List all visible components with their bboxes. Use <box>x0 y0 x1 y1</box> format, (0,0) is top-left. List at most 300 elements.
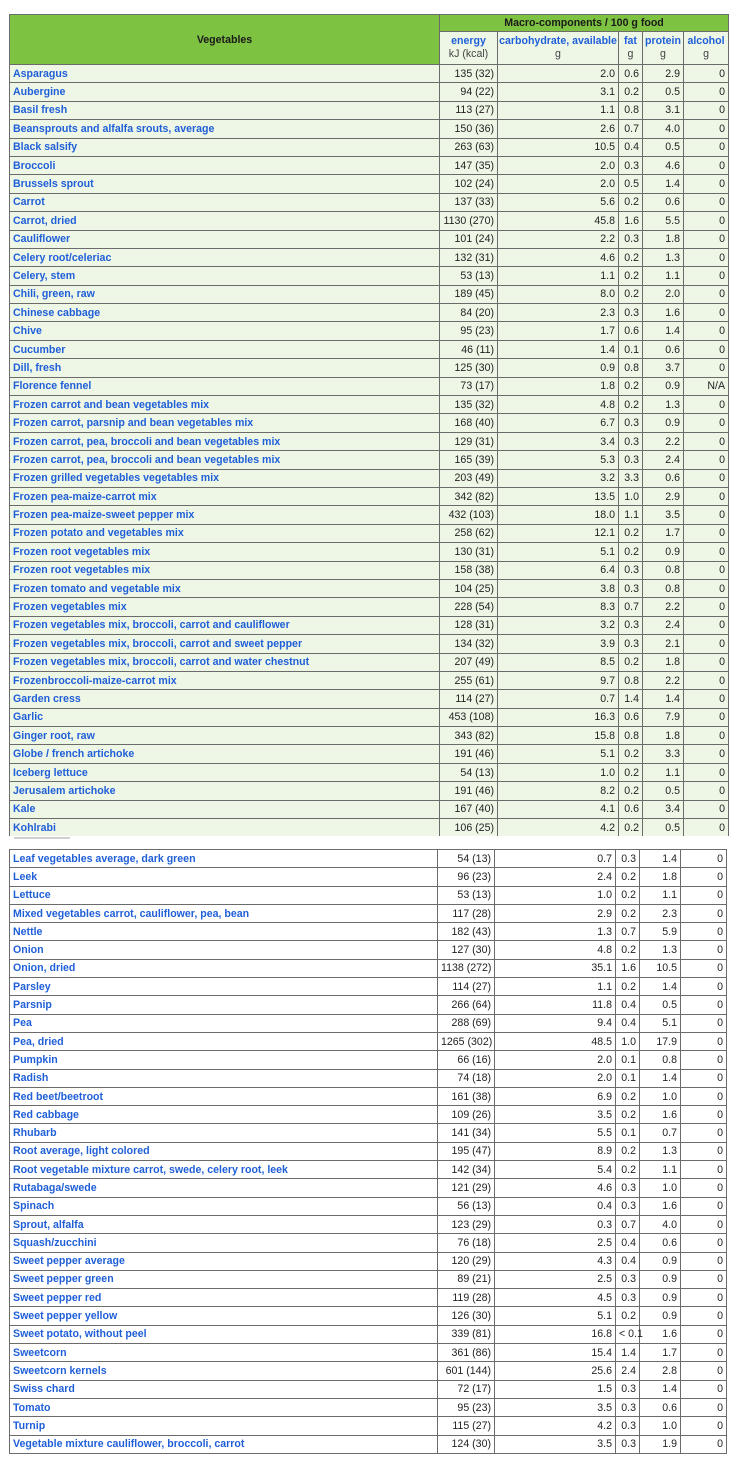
food-name-link[interactable]: Turnip <box>10 1417 438 1435</box>
fat-cell: 0.2 <box>619 763 643 781</box>
divider-mark <box>14 837 70 839</box>
food-name-link[interactable]: Frozen carrot, pea, broccoli and bean vegetables mix <box>10 432 440 450</box>
carbohydrate-cell: 1.5 <box>495 1380 616 1398</box>
food-name-link[interactable]: Sweet pepper yellow <box>10 1307 438 1325</box>
alcohol-cell: 0 <box>681 1197 727 1215</box>
protein-cell: 0.9 <box>643 414 684 432</box>
food-name-link[interactable]: Beansprouts and alfalfa srouts, average <box>10 120 440 138</box>
fat-cell: 1.4 <box>616 1344 640 1362</box>
alcohol-column-header <box>684 32 729 65</box>
alcohol-cell: 0 <box>681 904 727 922</box>
energy-cell: 601 (144) <box>438 1362 495 1380</box>
macro-components-header: Macro-components / 100 g food <box>440 15 729 32</box>
table-row <box>10 1142 727 1160</box>
table-row <box>10 978 727 996</box>
carbohydrate-cell: 2.6 <box>498 120 619 138</box>
alcohol-cell: 0 <box>684 561 729 579</box>
food-name-link[interactable]: Dill, fresh <box>10 359 440 377</box>
protein-cell: 1.1 <box>643 763 684 781</box>
protein-cell: 1.3 <box>640 941 681 959</box>
alcohol-cell: 0 <box>681 886 727 904</box>
food-name-link[interactable]: Ginger root, raw <box>10 727 440 745</box>
food-name-link[interactable]: Frozen carrot, pea, broccoli and bean vegetables mix <box>10 451 440 469</box>
carbohydrate-cell: 8.5 <box>498 653 619 671</box>
food-name-link[interactable]: Frozen vegetables mix, broccoli, carrot and sweet pepper <box>10 635 440 653</box>
energy-cell: 123 (29) <box>438 1215 495 1233</box>
food-name-link[interactable]: Frozen grilled vegetables vegetables mix <box>10 469 440 487</box>
protein-cell: 0.9 <box>643 377 684 395</box>
alcohol-cell: 0 <box>681 1142 727 1160</box>
fat-cell: 0.3 <box>619 304 643 322</box>
food-name-link[interactable]: Pea, dried <box>10 1032 438 1050</box>
protein-cell: 1.8 <box>643 727 684 745</box>
fat-cell: 1.6 <box>616 959 640 977</box>
protein-cell: 2.9 <box>643 487 684 505</box>
energy-cell: 339 (81) <box>438 1325 495 1343</box>
food-name-link[interactable]: Squash/zucchini <box>10 1234 438 1252</box>
energy-cell: 76 (18) <box>438 1234 495 1252</box>
protein-cell: 0.5 <box>643 782 684 800</box>
carbohydrate-cell: 1.1 <box>495 978 616 996</box>
table-row <box>10 959 727 977</box>
carbohydrate-cell: 35.1 <box>495 959 616 977</box>
fat-cell: 0.3 <box>619 561 643 579</box>
energy-cell: 195 (47) <box>438 1142 495 1160</box>
energy-cell: 135 (32) <box>440 396 498 414</box>
carbohydrate-cell: 4.6 <box>498 248 619 266</box>
energy-cell: 141 (34) <box>438 1124 495 1142</box>
protein-cell: 1.4 <box>640 978 681 996</box>
fat-cell: 0.1 <box>619 340 643 358</box>
alcohol-cell: 0 <box>684 524 729 542</box>
energy-cell: 150 (36) <box>440 120 498 138</box>
table-row <box>10 175 729 193</box>
energy-column-header <box>440 32 498 65</box>
food-name-link[interactable]: Swiss chard <box>10 1380 438 1398</box>
table-row <box>10 1106 727 1124</box>
fat-cell: 0.7 <box>616 1215 640 1233</box>
table-row <box>10 1325 727 1343</box>
table-row <box>10 1417 727 1435</box>
alcohol-cell: 0 <box>681 1014 727 1032</box>
carbohydrate-cell: 4.6 <box>495 1179 616 1197</box>
carbohydrate-unit: g <box>555 48 561 60</box>
protein-cell: 1.0 <box>640 1417 681 1435</box>
table-row <box>10 230 729 248</box>
protein-cell: 2.2 <box>643 671 684 689</box>
carbohydrate-cell: 11.8 <box>495 996 616 1014</box>
table-row <box>10 267 729 285</box>
protein-cell: 7.9 <box>643 708 684 726</box>
fat-cell: 0.3 <box>619 451 643 469</box>
protein-cell: 0.5 <box>643 819 684 837</box>
food-name-link[interactable]: Celery root/celeriac <box>10 248 440 266</box>
food-name-link[interactable]: Frozenbroccoli-maize-carrot mix <box>10 671 440 689</box>
protein-cell: 0.8 <box>643 579 684 597</box>
protein-cell: 1.6 <box>643 304 684 322</box>
food-name-link[interactable]: Pumpkin <box>10 1051 438 1069</box>
food-name-link[interactable]: Cauliflower <box>10 230 440 248</box>
table-row <box>10 543 729 561</box>
protein-cell: 1.4 <box>643 322 684 340</box>
food-name-link[interactable]: Red cabbage <box>10 1106 438 1124</box>
carbohydrate-column-header <box>498 32 619 65</box>
food-name-link[interactable]: Frozen vegetables mix, broccoli, carrot and cauliflower <box>10 616 440 634</box>
fat-cell: 1.6 <box>619 212 643 230</box>
food-name-link[interactable]: Spinach <box>10 1197 438 1215</box>
table-row <box>10 868 727 886</box>
protein-cell: 3.7 <box>643 359 684 377</box>
carbohydrate-cell: 5.1 <box>498 543 619 561</box>
fat-cell: 0.3 <box>619 156 643 174</box>
food-name-link[interactable]: Cucumber <box>10 340 440 358</box>
food-name-link[interactable]: Chili, green, raw <box>10 285 440 303</box>
carbohydrate-cell: 4.5 <box>495 1289 616 1307</box>
food-name-link[interactable]: Frozen tomato and vegetable mix <box>10 579 440 597</box>
food-name-link[interactable]: Iceberg lettuce <box>10 763 440 781</box>
table-row <box>10 616 729 634</box>
food-name-link[interactable]: Frozen root vegetables mix <box>10 543 440 561</box>
fat-cell: 0.6 <box>619 322 643 340</box>
alcohol-cell: 0 <box>681 868 727 886</box>
fat-cell: 0.2 <box>616 904 640 922</box>
protein-cell: 1.6 <box>640 1325 681 1343</box>
food-name-link[interactable]: Frozen vegetables mix, broccoli, carrot and water chestnut <box>10 653 440 671</box>
food-name-link[interactable]: Nettle <box>10 923 438 941</box>
fat-column-header <box>619 32 643 65</box>
alcohol-cell: 0 <box>684 469 729 487</box>
protein-cell: 1.3 <box>643 396 684 414</box>
energy-cell: 142 (34) <box>438 1161 495 1179</box>
food-name-link[interactable]: Black salsify <box>10 138 440 156</box>
food-name-link[interactable]: Carrot, dried <box>10 212 440 230</box>
alcohol-cell: 0 <box>681 1032 727 1050</box>
energy-cell: 124 (30) <box>438 1435 495 1453</box>
protein-cell: 0.8 <box>643 561 684 579</box>
energy-cell: 114 (27) <box>440 690 498 708</box>
protein-cell: 1.4 <box>643 175 684 193</box>
table-row <box>10 193 729 211</box>
food-name-link[interactable]: Pea <box>10 1014 438 1032</box>
energy-cell: 72 (17) <box>438 1380 495 1398</box>
fat-cell: 0.3 <box>619 579 643 597</box>
fat-cell: 0.2 <box>616 978 640 996</box>
energy-cell: 129 (31) <box>440 432 498 450</box>
protein-cell: 1.7 <box>640 1344 681 1362</box>
alcohol-cell: 0 <box>681 941 727 959</box>
food-name-link[interactable]: Frozen vegetables mix <box>10 598 440 616</box>
table-row <box>10 377 729 395</box>
energy-cell: 263 (63) <box>440 138 498 156</box>
fat-cell: 0.2 <box>619 653 643 671</box>
food-name-link[interactable]: Onion <box>10 941 438 959</box>
protein-cell: 1.9 <box>640 1435 681 1453</box>
protein-cell: 1.4 <box>640 1069 681 1087</box>
alcohol-cell: 0 <box>684 359 729 377</box>
table-row <box>10 1197 727 1215</box>
food-name-link[interactable]: Kohlrabi <box>10 819 440 837</box>
alcohol-column-link[interactable]: alcohol <box>687 35 725 47</box>
fat-cell: 0.8 <box>619 101 643 119</box>
energy-cell: 101 (24) <box>440 230 498 248</box>
food-name-link[interactable]: Onion, dried <box>10 959 438 977</box>
carbohydrate-cell: 3.4 <box>498 432 619 450</box>
food-name-link[interactable]: Sweet potato, without peel <box>10 1325 438 1343</box>
energy-cell: 119 (28) <box>438 1289 495 1307</box>
carbohydrate-cell: 1.0 <box>498 763 619 781</box>
carbohydrate-cell: 8.0 <box>498 285 619 303</box>
fat-cell: 0.3 <box>619 414 643 432</box>
fat-cell: 0.6 <box>619 708 643 726</box>
energy-cell: 94 (22) <box>440 83 498 101</box>
fat-cell: 0.2 <box>616 1161 640 1179</box>
energy-cell: 1130 (270) <box>440 212 498 230</box>
carbohydrate-cell: 3.5 <box>495 1106 616 1124</box>
table-row <box>10 285 729 303</box>
food-name-link[interactable]: Aubergine <box>10 83 440 101</box>
alcohol-cell: 0 <box>684 616 729 634</box>
carbohydrate-cell: 4.1 <box>498 800 619 818</box>
food-name-link[interactable]: Frozen pea-maize-sweet pepper mix <box>10 506 440 524</box>
food-name-link[interactable]: Florence fennel <box>10 377 440 395</box>
food-name-link[interactable]: Sweet pepper red <box>10 1289 438 1307</box>
table-row <box>10 886 727 904</box>
carbohydrate-cell: 5.4 <box>495 1161 616 1179</box>
food-name-link[interactable]: Tomato <box>10 1398 438 1416</box>
food-name-link[interactable]: Vegetable mixture cauliflower, broccoli, carrot <box>10 1435 438 1453</box>
food-name-link[interactable]: Leaf vegetables average, dark green <box>10 850 438 868</box>
alcohol-cell: 0 <box>681 1069 727 1087</box>
vegetables-header: Vegetables <box>10 15 440 65</box>
food-name-link[interactable]: Mixed vegetables carrot, cauliflower, pea, bean <box>10 904 438 922</box>
fat-cell: 0.2 <box>616 886 640 904</box>
fat-cell: 0.2 <box>619 285 643 303</box>
food-name-link[interactable]: Sweetcorn <box>10 1344 438 1362</box>
protein-cell: 1.1 <box>643 267 684 285</box>
table-row <box>10 506 729 524</box>
alcohol-cell: 0 <box>684 322 729 340</box>
carbohydrate-cell: 2.9 <box>495 904 616 922</box>
fat-cell: 0.8 <box>619 671 643 689</box>
food-name-link[interactable]: Jerusalem artichoke <box>10 782 440 800</box>
energy-cell: 255 (61) <box>440 671 498 689</box>
food-name-link[interactable]: Carrot <box>10 193 440 211</box>
food-name-link[interactable]: Sweet pepper green <box>10 1270 438 1288</box>
table-row <box>10 635 729 653</box>
alcohol-cell: 0 <box>684 598 729 616</box>
energy-cell: 96 (23) <box>438 868 495 886</box>
table-row <box>10 1234 727 1252</box>
table-row <box>10 1051 727 1069</box>
table-row <box>10 414 729 432</box>
protein-cell: 2.8 <box>640 1362 681 1380</box>
food-name-link[interactable]: Parsnip <box>10 996 438 1014</box>
food-name-link[interactable]: Root vegetable mixture carrot, swede, celery root, leek <box>10 1161 438 1179</box>
carbohydrate-cell: 8.3 <box>498 598 619 616</box>
vegetables-table-top <box>9 14 729 837</box>
cut-off-row <box>9 1466 728 1472</box>
carbohydrate-cell: 48.5 <box>495 1032 616 1050</box>
protein-cell: 0.9 <box>640 1289 681 1307</box>
energy-cell: 266 (64) <box>438 996 495 1014</box>
carbohydrate-cell: 4.8 <box>495 941 616 959</box>
table-row <box>10 1215 727 1233</box>
carbohydrate-cell: 1.7 <box>498 322 619 340</box>
energy-unit: kJ (kcal) <box>448 48 489 60</box>
food-name-link[interactable]: Sprout, alfalfa <box>10 1215 438 1233</box>
protein-cell: 2.9 <box>643 65 684 83</box>
protein-cell: 0.9 <box>640 1270 681 1288</box>
alcohol-cell: 0 <box>681 1270 727 1288</box>
food-name-link[interactable]: Frozen pea-maize-carrot mix <box>10 487 440 505</box>
energy-cell: 95 (23) <box>440 322 498 340</box>
table-row <box>10 212 729 230</box>
food-name-link[interactable]: Frozen root vegetables mix <box>10 561 440 579</box>
table-row <box>10 708 729 726</box>
food-name-link[interactable]: Broccoli <box>10 156 440 174</box>
fat-cell: 0.2 <box>619 83 643 101</box>
protein-cell: 0.6 <box>640 1398 681 1416</box>
food-name-link[interactable]: Asparagus <box>10 65 440 83</box>
carbohydrate-column-link[interactable]: carbohydrate, available <box>499 35 617 47</box>
protein-column-header <box>643 32 684 65</box>
alcohol-cell: 0 <box>684 193 729 211</box>
energy-column-link[interactable]: energy <box>451 35 486 47</box>
alcohol-cell: 0 <box>684 782 729 800</box>
energy-cell: 137 (33) <box>440 193 498 211</box>
carbohydrate-cell: 2.0 <box>498 156 619 174</box>
energy-cell: 53 (13) <box>440 267 498 285</box>
energy-cell: 115 (27) <box>438 1417 495 1435</box>
protein-cell: 0.9 <box>640 1307 681 1325</box>
protein-column-link[interactable]: protein <box>645 35 681 47</box>
food-name-link[interactable]: Rhubarb <box>10 1124 438 1142</box>
table-row <box>10 763 729 781</box>
fat-cell: 0.2 <box>619 745 643 763</box>
table-row <box>10 690 729 708</box>
food-name-link[interactable]: Sweetcorn kernels <box>10 1362 438 1380</box>
carbohydrate-cell: 1.4 <box>498 340 619 358</box>
food-name-link[interactable]: Chinese cabbage <box>10 304 440 322</box>
carbohydrate-cell: 3.2 <box>498 616 619 634</box>
energy-cell: 343 (82) <box>440 727 498 745</box>
alcohol-cell: 0 <box>684 745 729 763</box>
food-name-link[interactable]: Rutabaga/swede <box>10 1179 438 1197</box>
fat-cell: 0.2 <box>616 941 640 959</box>
energy-cell: 114 (27) <box>438 978 495 996</box>
food-name-link[interactable]: Red beet/beetroot <box>10 1087 438 1105</box>
carbohydrate-cell: 12.1 <box>498 524 619 542</box>
energy-cell: 106 (25) <box>440 819 498 837</box>
food-name-link[interactable]: Celery, stem <box>10 267 440 285</box>
alcohol-cell: 0 <box>684 671 729 689</box>
energy-cell: 66 (16) <box>438 1051 495 1069</box>
protein-cell: 1.8 <box>640 868 681 886</box>
protein-cell: 2.4 <box>643 616 684 634</box>
food-name-link[interactable]: Frozen carrot, parsnip and bean vegetables mix <box>10 414 440 432</box>
alcohol-cell: 0 <box>681 1435 727 1453</box>
table-row <box>10 598 729 616</box>
food-name-link[interactable]: Globe / french artichoke <box>10 745 440 763</box>
alcohol-cell: 0 <box>684 212 729 230</box>
alcohol-cell: 0 <box>681 1307 727 1325</box>
alcohol-cell: 0 <box>684 579 729 597</box>
energy-cell: 161 (38) <box>438 1087 495 1105</box>
table-row <box>10 65 729 83</box>
food-name-link[interactable]: Sweet pepper average <box>10 1252 438 1270</box>
fat-cell: 0.1 <box>616 1069 640 1087</box>
food-name-link[interactable]: Brussels sprout <box>10 175 440 193</box>
carbohydrate-cell: 16.3 <box>498 708 619 726</box>
fat-cell: 0.3 <box>616 1417 640 1435</box>
energy-cell: 54 (13) <box>438 850 495 868</box>
alcohol-cell: 0 <box>681 1234 727 1252</box>
alcohol-cell: 0 <box>684 487 729 505</box>
protein-cell: 1.3 <box>640 1142 681 1160</box>
protein-cell: 5.5 <box>643 212 684 230</box>
alcohol-cell: 0 <box>681 1161 727 1179</box>
food-name-link[interactable]: Root average, light colored <box>10 1142 438 1160</box>
fat-cell: 0.4 <box>616 1014 640 1032</box>
table-row <box>10 1289 727 1307</box>
food-name-link[interactable]: Garlic <box>10 708 440 726</box>
table-row <box>10 451 729 469</box>
carbohydrate-cell: 2.2 <box>498 230 619 248</box>
food-name-link[interactable]: Frozen potato and vegetables mix <box>10 524 440 542</box>
food-name-link[interactable]: Leek <box>10 868 438 886</box>
food-name-link[interactable]: Chive <box>10 322 440 340</box>
energy-cell: 120 (29) <box>438 1252 495 1270</box>
table-row <box>10 1435 727 1453</box>
alcohol-cell: 0 <box>684 101 729 119</box>
carbohydrate-cell: 4.2 <box>498 819 619 837</box>
food-name-link[interactable]: Garden cress <box>10 690 440 708</box>
fat-cell: 0.5 <box>619 175 643 193</box>
fat-cell: 0.4 <box>616 996 640 1014</box>
table-row <box>10 1087 727 1105</box>
fat-cell: 0.1 <box>616 1124 640 1142</box>
alcohol-cell: 0 <box>684 414 729 432</box>
carbohydrate-cell: 6.4 <box>498 561 619 579</box>
alcohol-cell: 0 <box>681 1179 727 1197</box>
fat-cell: 0.3 <box>619 230 643 248</box>
alcohol-cell: 0 <box>684 248 729 266</box>
alcohol-cell: 0 <box>684 819 729 837</box>
food-name-link[interactable]: Kale <box>10 800 440 818</box>
carbohydrate-cell: 0.7 <box>495 850 616 868</box>
energy-cell: 158 (38) <box>440 561 498 579</box>
table-row <box>10 1252 727 1270</box>
fat-column-link[interactable]: fat <box>624 35 637 47</box>
protein-cell: 0.8 <box>640 1051 681 1069</box>
food-name-link[interactable]: Parsley <box>10 978 438 996</box>
table-row <box>10 904 727 922</box>
food-name-link[interactable]: Basil fresh <box>10 101 440 119</box>
energy-cell: 203 (49) <box>440 469 498 487</box>
food-name-link[interactable]: Lettuce <box>10 886 438 904</box>
food-name-link[interactable]: Frozen carrot and bean vegetables mix <box>10 396 440 414</box>
fat-cell: 0.3 <box>616 1398 640 1416</box>
food-name-link[interactable]: Radish <box>10 1069 438 1087</box>
alcohol-cell: 0 <box>684 340 729 358</box>
carbohydrate-cell: 0.4 <box>495 1197 616 1215</box>
energy-cell: 121 (29) <box>438 1179 495 1197</box>
alcohol-cell: 0 <box>684 175 729 193</box>
energy-cell: 109 (26) <box>438 1106 495 1124</box>
alcohol-cell: 0 <box>684 800 729 818</box>
energy-cell: 117 (28) <box>438 904 495 922</box>
carbohydrate-cell: 3.8 <box>498 579 619 597</box>
